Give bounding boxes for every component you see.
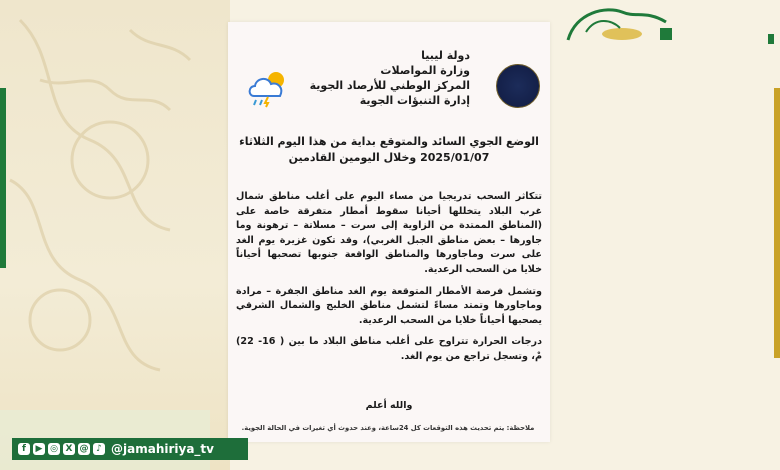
- forecast-paragraph-3: درجات الحرارة تتراوح على أغلب مناطق البلاد ما بين ( 16- 22) مْ، وتسجل تراجع من يوم الغد.: [236, 336, 542, 362]
- forecast-card: [228, 22, 550, 442]
- tiktok-icon[interactable]: ♪: [93, 443, 105, 455]
- channel-logo: [566, 2, 678, 42]
- right-green-tab: [768, 34, 774, 44]
- left-accent-bar: [0, 88, 6, 268]
- forecast-body: [236, 190, 542, 372]
- state-name: دولة ليبيا: [421, 49, 470, 62]
- sign-off: والله أعلم: [365, 400, 413, 411]
- arabesque-decoration: [0, 0, 230, 470]
- issuer-header: [250, 48, 470, 108]
- ministry-name: وزارة المواصلات: [380, 64, 470, 77]
- headline-line-1: الوضع الجوي السائد والمتوقع بداية من هذا اليوم الثلاثاء: [239, 135, 539, 148]
- right-accent-bar: [774, 88, 780, 358]
- headline-line-2: 2025/01/07 وخلال اليومين القادمين: [288, 151, 490, 164]
- meteorological-center-emblem: [496, 64, 540, 108]
- instagram-icon[interactable]: ◎: [48, 443, 60, 455]
- x-icon[interactable]: X: [63, 443, 75, 455]
- center-name: المركز الوطني للأرصاد الجوية: [309, 79, 470, 92]
- youtube-icon[interactable]: ▶: [33, 443, 45, 455]
- update-note: ملاحظة: يتم تحديث هذه التوقعات كل 24ساعة، وعند حدوث أي تغيرات في الحالة الجوية.: [241, 424, 535, 432]
- forecast-headline: [236, 134, 542, 166]
- social-handle-bar: [12, 438, 248, 460]
- facebook-icon[interactable]: f: [18, 443, 30, 455]
- social-handle[interactable]: @jamahiriya_tv: [111, 442, 214, 456]
- threads-icon[interactable]: @: [79, 444, 89, 454]
- department-name: إدارة التنبؤات الجوية: [359, 94, 470, 107]
- forecast-paragraph-1: تتكاثر السحب تدريجيا من مساء اليوم على أغلب مناطق شمال غرب البلاد يتخللها أحيانا سقوط أمطار متفرقة خاصة على (المناطق الممتدة من الزاوية إلى سرت – مسلاتة – ترهونة وما جاورها – بعض مناطق الجبل الغربي)، وقد تكون غزيرة يوم الغد على سرت وماجاورها والمناطق الواقعة جنوبها تصحبها أحياناً خلايا من السحب الرعدية.: [236, 191, 542, 275]
- forecast-paragraph-2: وتشمل فرصة الأمطار المتوقعة يوم الغد مناطق الجفرة – مرادة وماجاورها وتمتد مساءً لتشمل مناطق الخليج والشمال الشرقي يصحبها أحياناً خلايا من السحب الرعدية.: [236, 285, 542, 326]
